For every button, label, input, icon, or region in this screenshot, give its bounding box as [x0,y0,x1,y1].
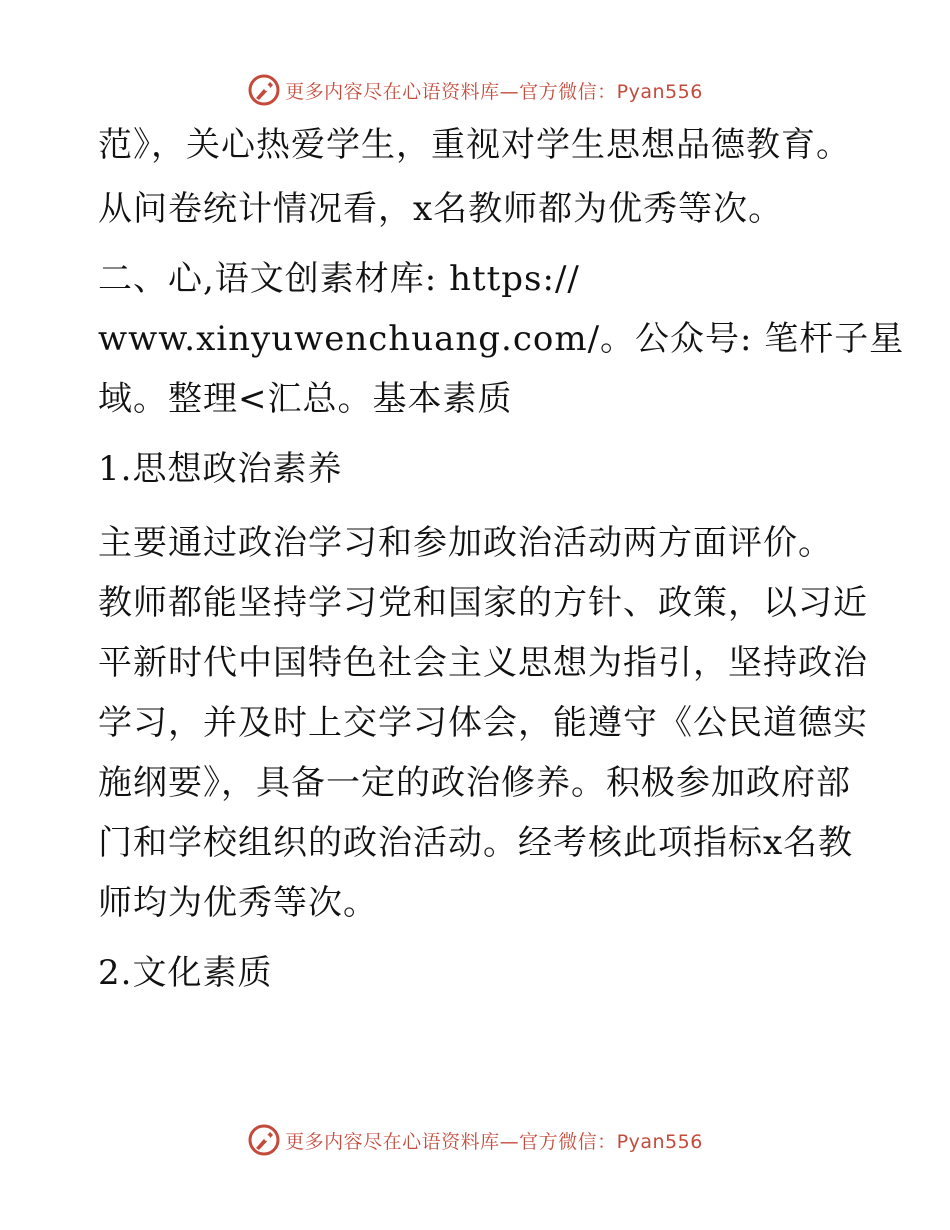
body-line: 平新时代中国特色社会主义思想为指引，坚持政治 [98,643,868,683]
header-watermark-text: 更多内容尽在心语资料库—官方微信：Pyan556 [285,80,703,103]
body-line: 学习，并及时上交学习体会，能遵守《公民道德实 [98,703,868,743]
body-line: 域。整理<汇总。基本素质 [98,379,513,419]
footer-watermark-text: 更多内容尽在心语资料库—官方微信：Pyan556 [285,1130,703,1153]
header-watermark-banner [0,70,950,110]
body-line: www.xinyuwenchuang.com/。公众号: 笔杆子星 [98,319,905,359]
body-line: 主要通过政治学习和参加政治活动两方面评价。 [98,523,833,563]
pen-logo-icon [247,1123,281,1157]
body-line: 范》，关心热爱学生，重视对学生思想品德教育。 [98,125,851,165]
pen-logo-icon [247,73,281,107]
section-heading: 二、心,语文创素材库: https:// [98,259,580,299]
subsection-heading: 2.文化素质 [98,953,273,993]
body-line: 施纲要》，具备一定的政治修养。积极参加政府部 [98,763,851,803]
body-line: 从问卷统计情况看，x名教师都为优秀等次。 [98,189,784,229]
subsection-heading: 1.思想政治素养 [98,449,343,489]
body-line: 门和学校组织的政治活动。经考核此项指标x名教 [98,823,854,863]
body-line: 师均为优秀等次。 [98,883,378,923]
footer-watermark-banner [0,1120,950,1160]
body-line: 教师都能坚持学习党和国家的方针、政策，以习近 [98,583,868,623]
